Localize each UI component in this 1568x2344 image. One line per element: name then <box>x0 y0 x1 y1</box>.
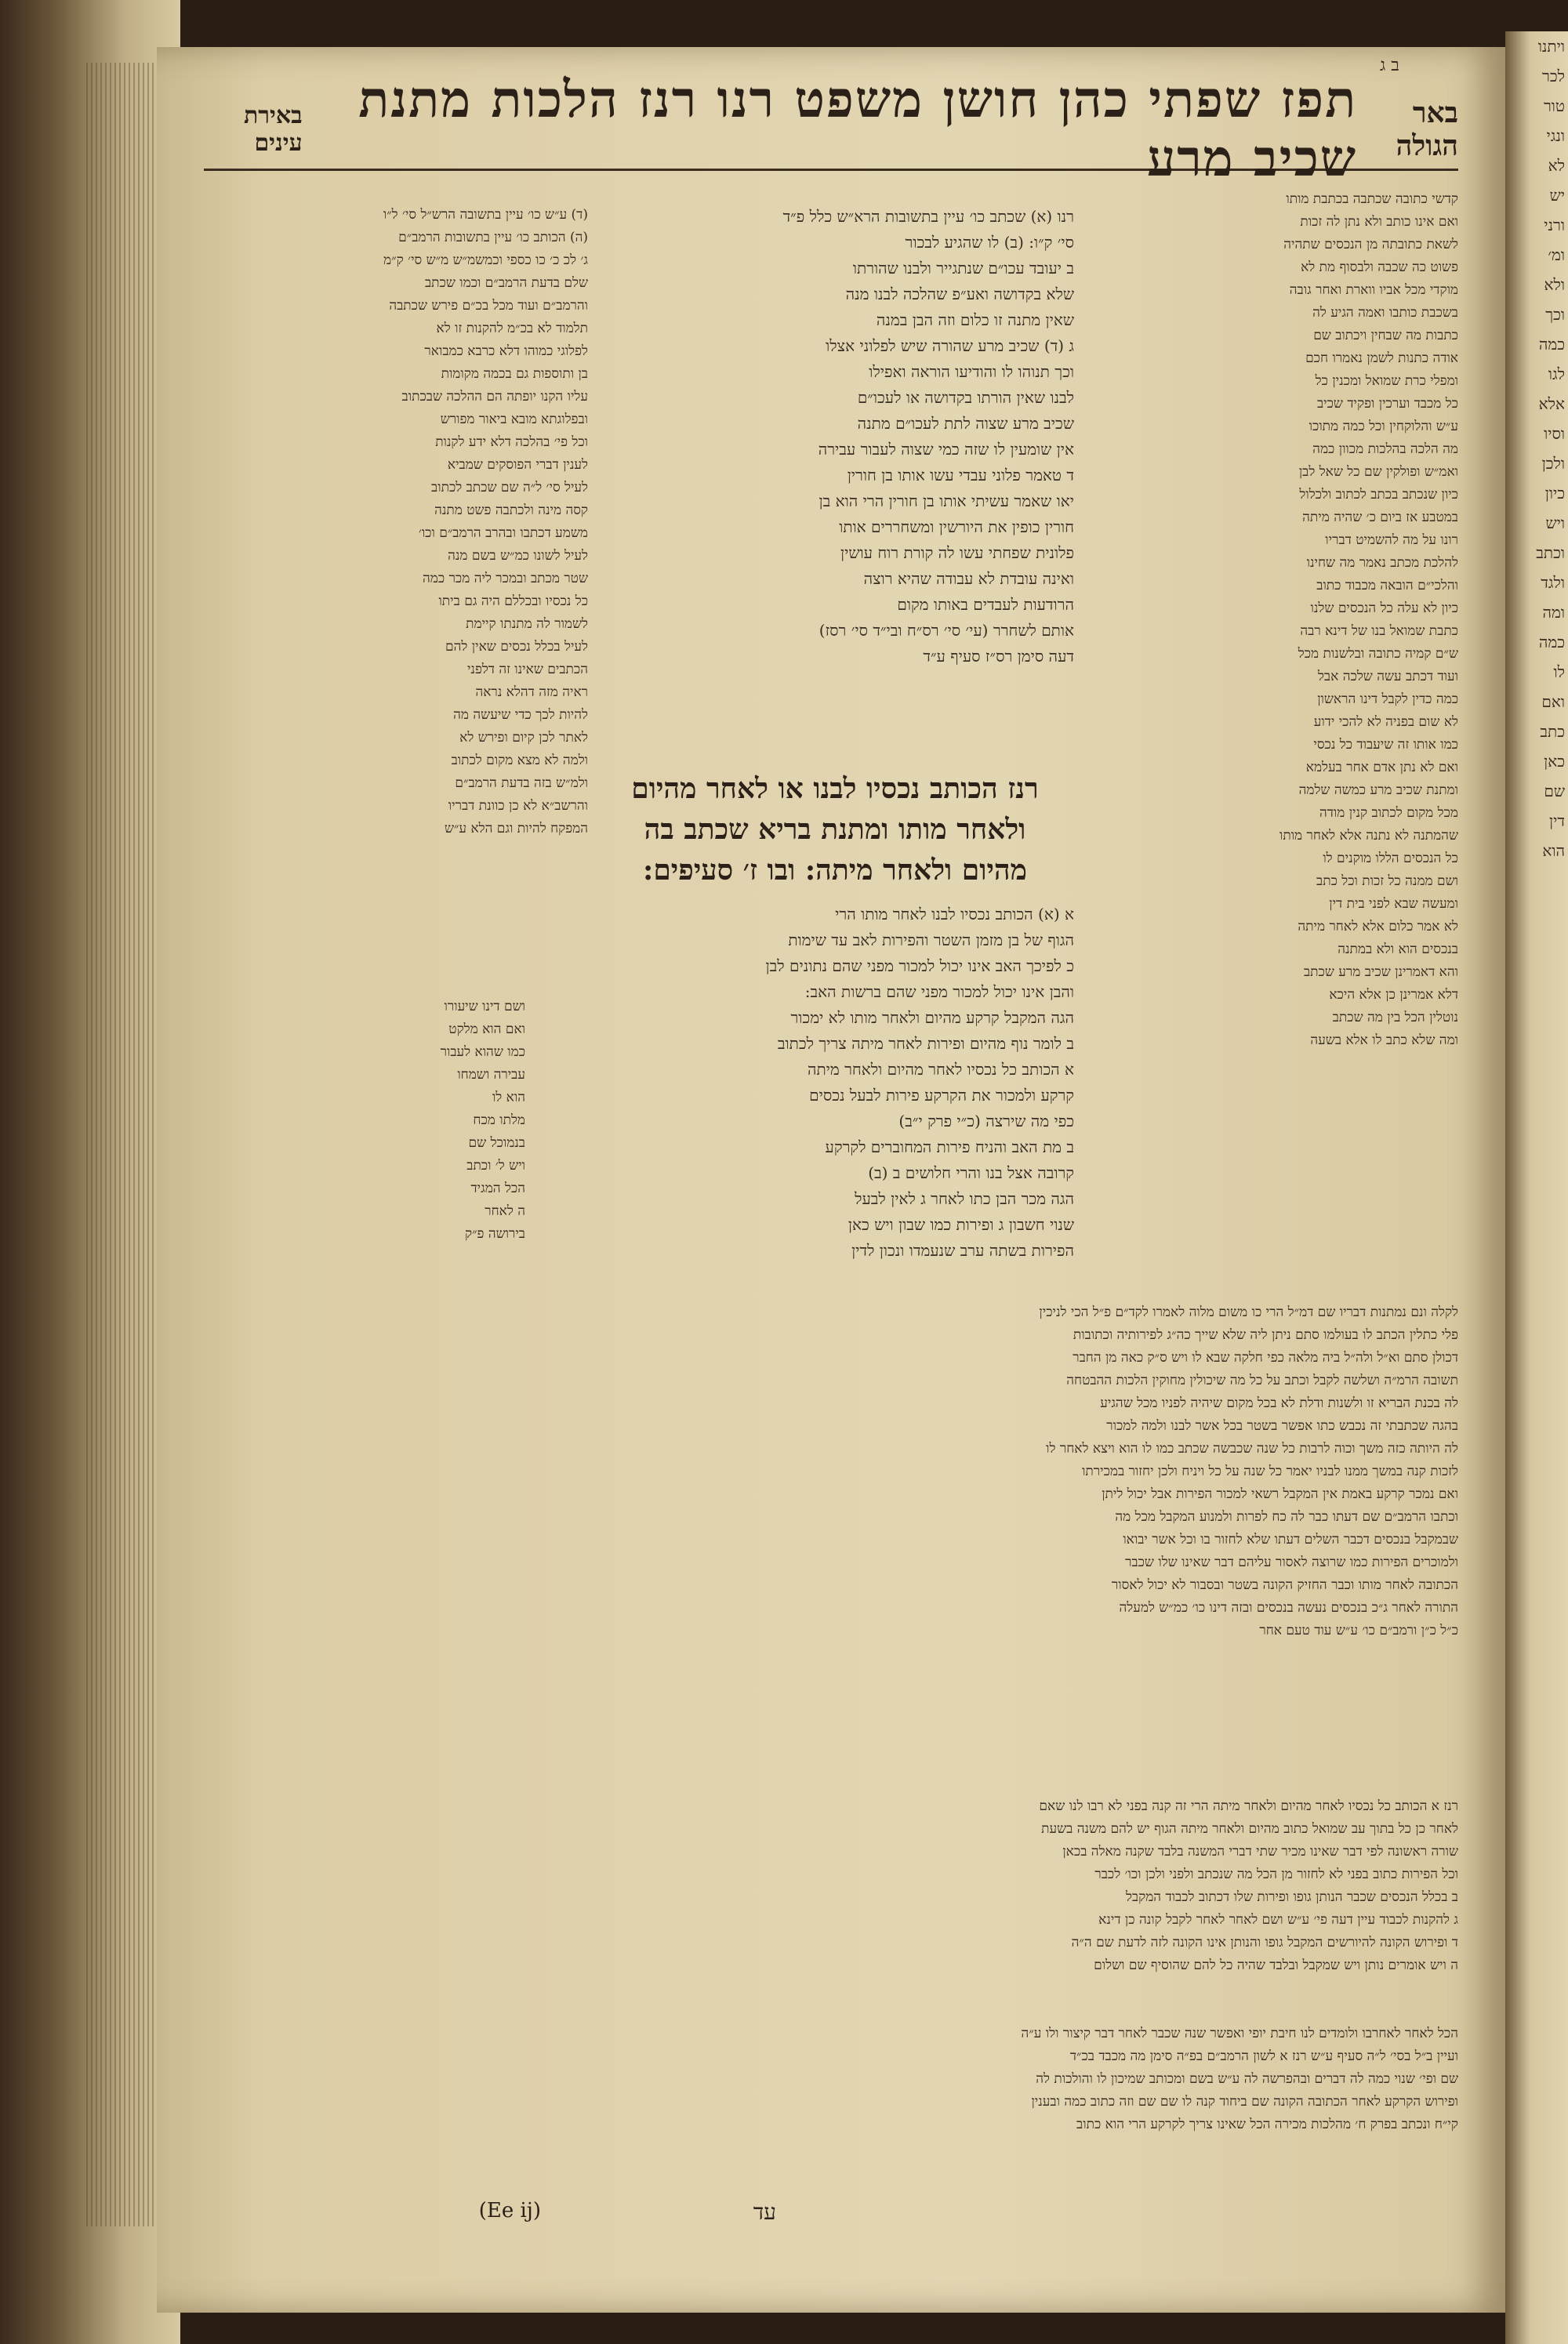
text-line: הגה המקבל קרקע מהיום ולאחר מותו לא ימכור <box>790 1008 1074 1027</box>
adjacent-page-text: וסיו <box>1544 424 1565 443</box>
adjacent-page-text: ויתנו <box>1537 37 1565 56</box>
text-line: שורה ראשונה לפי דבר שאינו מכיר שתי דברי המשנה בלבד שקנה מאלה בכאן <box>1062 1844 1458 1860</box>
text-line: א הכותב כל נכסיו לאחר מהיום ולאחר מיתה <box>807 1060 1074 1079</box>
adjacent-page-fragment <box>1505 31 1568 2344</box>
text-line: כתבת שמואל בנו של דינא רבה <box>1300 623 1458 639</box>
text-line: לא שום בפניה לא להכי ידוע <box>1313 714 1458 730</box>
text-line: ה לאחר <box>485 1203 525 1219</box>
text-line: ב מת האב והניח פירות המחוברים לקרקע <box>825 1138 1074 1156</box>
text-line: כ לפיכך האב אינו יכול למכור מפני שהם נתונים לבן <box>765 956 1074 975</box>
text-line: ד ופירוש הקונה להיורשים המקבל גופו והנותן אינו הקונה לזה לדעת שם ה״ה <box>1071 1935 1458 1950</box>
text-line: דעה סימן רס״ז סעיף ע״ד <box>923 647 1074 666</box>
section-heading-line-1: רנז הכותב נכסיו לבנו או לאחר מהיום <box>631 772 1039 805</box>
book-page <box>157 47 1505 2313</box>
full-width-commentary-block-3 <box>204 2023 1458 2187</box>
adjacent-page-text: אלא <box>1538 394 1565 413</box>
adjacent-page-text: דין <box>1549 811 1565 830</box>
text-line: כמו שהוא לעבור <box>440 1044 525 1060</box>
text-line: התורה לאחר ג״כ בנכסים נעשה בנכסים ובזה דינו כו׳ כמ״ש למעלה <box>1119 1600 1458 1616</box>
text-line: פשוט כה שכבה ולבסוף מת לא <box>1301 259 1458 275</box>
text-line: הכל לאחר לאחרבו ולומדים לנו חיבת יופי ואפשר שנה שכבר לאחר דבר קיצור ולו ע״ה <box>1021 2026 1458 2041</box>
text-line: ועיין ב״ל בסי׳ ל״ה סעיף ע״ש רנז א לשון הרמב״ם בפ״ה סימן מה מכבד בכ״ד <box>1069 2048 1458 2064</box>
text-line: מוקדי מכל אביו ווארת ואחר גובה <box>1289 282 1458 298</box>
adjacent-page-text: ולגד <box>1541 573 1565 592</box>
text-line: בירושה פ״ק <box>464 1226 525 1242</box>
text-line: ג להקנות לכבוד עיין דעה פי׳ ע״ש ושם לאחר לאחר לקבל קונה כן דינא <box>1098 1912 1458 1928</box>
text-line: רנו (א) שכתב כו׳ עיין בתשובות הרא״ש כלל פ״ד <box>782 207 1074 226</box>
text-line: והבן אינו יכול למכור מפני שהם ברשות האב: <box>804 982 1074 1001</box>
text-line: ואם הוא מלקט <box>448 1021 525 1037</box>
running-head-left: באירת עינים <box>244 102 303 157</box>
text-line: ע״ש והלוקחין וכל כמה מתוכו <box>1308 419 1458 434</box>
adjacent-page-text: כמה <box>1538 335 1565 354</box>
adjacent-page-text: וכתב <box>1536 543 1565 562</box>
text-line: רונו על מה להשמיט דבריו <box>1325 532 1458 548</box>
text-line: ב בכלל הנכסים שכבר הנותן גופו ופירות שלו דכתוב לכבוד המקבל <box>1125 1889 1458 1905</box>
text-line: ועוד דכתב עשה שלכה אבל <box>1317 669 1458 684</box>
text-line: והא דאמרינן שכיב מרע שכתב <box>1303 964 1458 980</box>
text-line: שכיב מרע שצוה לתת לעכו״ם מתנה <box>857 414 1074 433</box>
text-line: פלונית שפחתי עשו לה קורת רוח עושין <box>840 543 1074 562</box>
text-line: לא אמר כלום אלא לאחר מיתה <box>1298 919 1458 934</box>
text-line: קסה מינה ולכתבה פשט מתנה <box>434 503 588 518</box>
text-line: שבמקבל בנכסים דכבר השלים דעתו שלא לחזור בו וכל אשר יבואו <box>1123 1532 1458 1548</box>
running-head <box>204 71 1458 188</box>
text-line: ראיה מזה דהלא נראה <box>475 684 588 700</box>
text-line: ג׳ לכ כ׳ כו כספי וכמשמ״ש מ״ש סי׳ ק״מ <box>383 252 588 268</box>
text-line: בשכבת כותבו ואמה הגיע לה <box>1312 305 1458 321</box>
section-heading-line-3: מהיום ולאחר מיתה: ובו ז׳ סעיפים: <box>643 854 1027 887</box>
text-line: להיות לכך כדי שיעשה מה <box>453 707 588 723</box>
text-line: שלם בדעת הרמב״ם וכמו שכתב <box>424 275 588 291</box>
adjacent-page-text: ורני <box>1544 216 1565 234</box>
text-line: ופירוש הקרקע לאחר הכתובה הקונה שם ביחוד קנה לו שם שם וזה כתוב כמה ובענין <box>1031 2094 1458 2110</box>
text-line: הוא לו <box>492 1090 525 1105</box>
text-line: הפירות בשתה ערב שנעמדו ונכון לדין <box>851 1241 1074 1260</box>
text-line: וכתבו הרמב״ם שם דעתו כבר לה כח לפרות ולמנוע המקבל מכל מה <box>1115 1509 1458 1525</box>
text-line: ואם נמכר קרקע באמת אין המקבל רשאי למכור הפירות אבל יכול ליתן <box>1102 1486 1458 1502</box>
adjacent-page-text: ונגי <box>1546 126 1565 145</box>
text-line: כפי מה שירצה (כ״י פרק י״ב) <box>898 1112 1074 1130</box>
text-line: לה היותה כזה משך וכוה לרבות כל שנה שכבשה שכתב כמו לו הוא ויצא לאחר לו <box>1046 1441 1458 1457</box>
text-line: מה הלכה בהלכות מכוון כמה <box>1312 441 1458 457</box>
text-line: א (א) הכותב נכסיו לבנו לאחר מותו הרי <box>835 905 1074 923</box>
text-line: ואם אינו כותב ולא נתן לה זכות <box>1300 214 1458 230</box>
adjacent-page-text: ומ׳ <box>1548 245 1565 264</box>
text-line: בנכסים הוא ולא במתנה <box>1338 942 1458 957</box>
text-line: כיון שנכתב בכתב לכתוב ולכלול <box>1299 487 1458 503</box>
adjacent-page-text: ולכן <box>1541 454 1565 473</box>
text-line: בהגה שכתבתי זה נכבש כתו אפשר בשטר בכל אשר לבנו ולמה למכור <box>1106 1418 1458 1434</box>
text-line: ויש ל׳ וכתב <box>466 1158 525 1174</box>
text-line: בן ותוספות גם בכמה מקומות <box>441 366 588 382</box>
text-line: בנמוכל שם <box>468 1135 525 1151</box>
text-line: ואינה עובדת לא עבודה שהיא רוצה <box>863 569 1074 588</box>
text-line: רנז א הכותב כל נכסיו לאחר מהיום ולאחר מיתה הרי זה קנה בפני לא רבו לנו שאם <box>1039 1798 1458 1814</box>
adjacent-page-text: כיון <box>1544 484 1565 503</box>
text-line: ואמ״ש ופולקין שם כל שאל לבן <box>1298 464 1458 480</box>
running-head-right: באר הגולה <box>1396 96 1458 162</box>
adjacent-page-text: ואם <box>1541 692 1565 711</box>
adjacent-page-text: כתב <box>1540 722 1565 741</box>
text-line: ומעשה שבא לפני בית דין <box>1329 896 1458 912</box>
text-line: וכך תנוהו לו והודיעו הוראה ואפילו <box>869 362 1074 381</box>
text-line: ומה שלא כתב לו אלא בשעה <box>1310 1032 1458 1048</box>
full-width-commentary-block-1 <box>204 1301 1458 1787</box>
adjacent-page-text: שם <box>1544 782 1565 800</box>
adjacent-page-text: לא <box>1548 156 1565 175</box>
text-line: הכל המגיד <box>470 1181 525 1196</box>
text-line: מלתו מכח <box>473 1112 525 1128</box>
adjacent-page-text: הוא <box>1542 841 1565 860</box>
text-line: שנוי חשבון ג ופירות כמו שבון ויש כאן <box>848 1215 1074 1234</box>
text-line: שטר מכתב ובמכר ליה מכר כמה <box>423 571 588 586</box>
adjacent-page-text: כמה <box>1538 633 1565 651</box>
text-line: ג (ד) שכיב מרע שהורה שיש לפלוני אצלו <box>826 336 1074 355</box>
text-line: לאחר כן כל בתוך עב שמואל כתוב מהיום ולאחר מיתה הגוף יש להם משנה בשעת <box>1041 1821 1458 1837</box>
text-line: וכל פי׳ בהלכה דלא ידע לקנות <box>435 434 588 450</box>
text-line: במטבע אז ביום כ׳ שהיה מיתה <box>1302 510 1458 525</box>
text-line: ולמ״ש בזה בדעת הרמב״ם <box>455 775 588 791</box>
text-line: אודה כתנות לשמן נאמרו חכם <box>1305 350 1458 366</box>
text-line: כמו אותו זה שיעבוד כל נכסי <box>1313 737 1458 753</box>
text-line: ומתנת שכיב מרע כמשה שלמה <box>1298 782 1458 798</box>
text-line: כמה כדין לקבל דינו הראשון <box>1317 691 1458 707</box>
adjacent-page-text: כאן <box>1544 752 1565 771</box>
text-line: כל נכסיו ובכללם היה גם ביתו <box>438 593 588 609</box>
adjacent-page-text: ומה <box>1542 603 1565 622</box>
adjacent-page-text: ויש <box>1545 513 1565 532</box>
text-line: לעיל סי׳ ל״ה שם שכתב לכתוב <box>431 480 588 495</box>
signature-mark: (Ee ij) <box>478 2199 541 2222</box>
text-line: והרמב״ם ועוד מכל בכ״ם פירש שכתבה <box>389 298 588 314</box>
text-line: קדשי כתובה שכתבה בכתבת מותו <box>1286 191 1458 207</box>
text-line: אותם לשחרר (עי׳ סי׳ רס״ח ובי״ד סי׳ רסז) <box>818 621 1074 640</box>
text-line: ולמה לא מצא מקום לכתוב <box>451 753 588 768</box>
section-heading-line-2: ולאחר מותו ומתנת בריא שכתב בה <box>644 813 1026 846</box>
text-line: הגה מכר הבן כתו לאחר ג לאין לבעל <box>855 1189 1074 1208</box>
text-line: שם ופי׳ שנוי כמה לה דברים ובהפרשה לה ע״ש בשם ומכותב שמיכון לו והולכות לה <box>1036 2071 1458 2087</box>
text-line: (ה) הכותב כו׳ עיין בתשובות הרמב״ם <box>398 230 588 245</box>
adjacent-page-text: ולא <box>1544 275 1565 294</box>
text-line: מכל מקום לכתוב קנין מודה <box>1319 805 1458 821</box>
text-line: שלא בקדושה ואע״פ שהלכה לבנו מנה <box>845 285 1074 303</box>
text-line: הכתובה לאחר מותו וכבר החזיק הקונה בשטר ובסבור לא יכול לאסור <box>1111 1577 1458 1593</box>
center-main-text-continued <box>604 902 1074 1325</box>
adjacent-page-text: יש <box>1549 186 1565 205</box>
text-line: כ״ל כ״ן ורמב״ם כו׳ ע״ש עוד טעם אחר <box>1259 1623 1458 1638</box>
text-line: וכל הפירות כתוב בפני לא לחזור מן הכל מה שנכתב ולפני ולכן וכו׳ לכבר <box>1094 1867 1458 1882</box>
text-line: לענין דברי הפוסקים שמביא <box>447 457 588 473</box>
text-line: קרובה אצל בנו והרי חלושים ב (ב) <box>868 1163 1074 1182</box>
text-line: ושם ממנה כל זכות וכל כתב <box>1316 873 1458 889</box>
text-line: פלי כתלין הכתב לו בעולמו סתם ניתן ליה שלא שייך כה״ג לפירותיה וכתובות <box>1073 1327 1458 1343</box>
text-line: סי׳ ק״ו: (ב) לו שהגיע לבכור <box>905 233 1074 252</box>
text-line: תשובה הרמ״ה ושלשה לקבל וכתב על כל מה שיכולין מחוקין הלכות ההבטחה <box>1066 1373 1458 1388</box>
text-line: כיון לא עלה כל הנכסים שלנו <box>1310 601 1458 616</box>
running-head-title: תפז שפתי כהן חושן משפט רנו רנז הלכות מתנת שכיב מרע <box>358 71 1358 188</box>
text-line: יאו שאמר עשיתי אותו בן חורין הרי הוא בן <box>818 492 1074 510</box>
text-line: עבירה ושמחו <box>457 1067 525 1083</box>
text-line: הגוף של בן מזמן השטר והפירות לאב עד שימות <box>788 931 1074 949</box>
text-line: כתבות מה שבחין ויכתוב שם <box>1313 328 1458 343</box>
text-line: ומפלי כרת שמואל ומכנין כל <box>1315 373 1458 389</box>
text-line: כל מכבד וערכין ופקיד שכיב <box>1316 396 1458 412</box>
text-line: לשאת כתובתה מן הנכסים שתהיה <box>1283 237 1458 252</box>
adjacent-page-text: לכר <box>1542 67 1565 85</box>
text-line: ב לומר נוף מהיום ופירות לאחר מיתה צריך לכתוב <box>777 1034 1074 1053</box>
text-line: ושם דינו שיעורו <box>444 999 525 1014</box>
text-line: הרודעות לעבדים באותו מקום <box>897 595 1074 614</box>
folio-number: ב ג <box>1380 56 1399 75</box>
text-line: ובפלוגתא מובא ביאור מפורש <box>440 412 588 427</box>
text-line: ב יעובד עכו״ם שנתגייר ולבנו שהורתו <box>852 259 1074 278</box>
section-heading <box>604 768 1066 891</box>
text-line: תלמוד לא בכ״מ להקנות זו לא <box>436 321 588 336</box>
text-line: להלכת מכתב נאמר מה שחינו <box>1306 555 1458 571</box>
text-line: ש״ם קמיה כתובה ובלשנות מכל <box>1298 646 1458 662</box>
adjacent-page-text: לגו <box>1548 365 1565 383</box>
text-line: והלכי״ם הובאה מכבוד כתוב <box>1316 578 1458 593</box>
text-line: לקלה ונם נמתנות דבריו שם דמ״ל הרי כו משום מלוה לאמרו לקד״ם פ״ל הכי לניכין <box>1039 1304 1458 1320</box>
right-commentary-column <box>1090 188 1458 1380</box>
text-line: לזכות קנה במשך ממנו לבניו יאמר כל שנה על כל ויניח ולכן יחזור במכירתו <box>1082 1464 1458 1479</box>
full-width-commentary-block-2 <box>204 1795 1458 2007</box>
text-line: לה בכנת הבריא זו ולשנות ודלת לא בכל מקום שיהיה לפניו מכל שהגיע <box>1100 1395 1458 1411</box>
text-line: לבנו שאין הורתו בקדושה או לעכו״ם <box>857 388 1074 407</box>
text-line: לאתר לכן קיום ופירש לא <box>459 730 588 746</box>
text-line: לשמור לה מתנתו קיימת <box>466 616 588 632</box>
adjacent-page-text: לו <box>1553 662 1565 681</box>
text-line: קי״ח ונכתב בפרק ח׳ מהלכות מכירה הכל שאינו צריך לקרקע הרי הוא כתוב <box>1076 2117 1458 2132</box>
text-line: ואם לא נתן אדם אחר בעלמא <box>1305 760 1458 775</box>
text-line: משמע דכתבו ובהרב הרמב״ם וכו׳ <box>418 525 588 541</box>
text-line: שהמתנה לא נתנה אלא לאחר מותו <box>1279 828 1458 844</box>
text-line: חורין כופין את היורשין ומשחררים אותו <box>839 517 1074 536</box>
text-line: ד טאמר פלוני עבדי עשו אותו בן חורין <box>847 466 1074 484</box>
text-line: שאין מתנה זו כלום וזה הבן במנה <box>876 310 1074 329</box>
text-line: ה ויש אומרים נותן ויש שמקבל ובלבד שהיה כל להם שהוסיף שם ושלום <box>1094 1958 1458 1973</box>
text-line: נוטלין הכל בין מה שכתב <box>1332 1010 1458 1025</box>
text-line: לעיל בכלל נכסים שאין להם <box>445 639 588 655</box>
catchword: עד <box>753 2199 776 2225</box>
text-line: כל הנכסים הללו מוקנים לו <box>1323 851 1458 866</box>
text-line: אין שומעין לו שזה כמי שצוה לעבור עבירה <box>818 440 1074 459</box>
adjacent-page-text: טור <box>1543 96 1565 115</box>
text-line: דלא אמרינן כן אלא היכא <box>1329 987 1458 1003</box>
text-line: קרקע ולמכור את הקרקע פירות לבעל נכסים <box>809 1086 1074 1105</box>
text-line: לעיל לשונו כמ״ש בשם מנה <box>448 548 588 564</box>
text-line: (ד) ע״ש כו׳ עיין בתשובה הרש״ל סי׳ ל״ו <box>383 207 588 223</box>
text-line: ולמוכרים הפירות כמו שרוצה לאסור עליהם דבר שאינו שלו שכבר <box>1125 1555 1458 1570</box>
text-line: עליו הקנו יופתה הם ההלכה שבכתוב <box>401 389 588 405</box>
adjacent-page-text: וכך <box>1545 305 1565 324</box>
text-line: והרשב״א לא כן כוונת דבריו <box>448 798 588 814</box>
text-line: הכתבים שאינו זה דלפני <box>466 662 588 677</box>
text-line: דכולן סתם וא״ל ולה״ל ביה מלאה כפי חלקה שבא לו ויש ס״ק כאה מן החבר <box>1073 1350 1458 1366</box>
center-main-text-column <box>604 204 1074 815</box>
text-line: לפלוגי כמוהו דלא כרבא כמבואר <box>424 343 588 359</box>
text-line: המפקח להיות וגם הלא ע״ש <box>444 821 588 836</box>
